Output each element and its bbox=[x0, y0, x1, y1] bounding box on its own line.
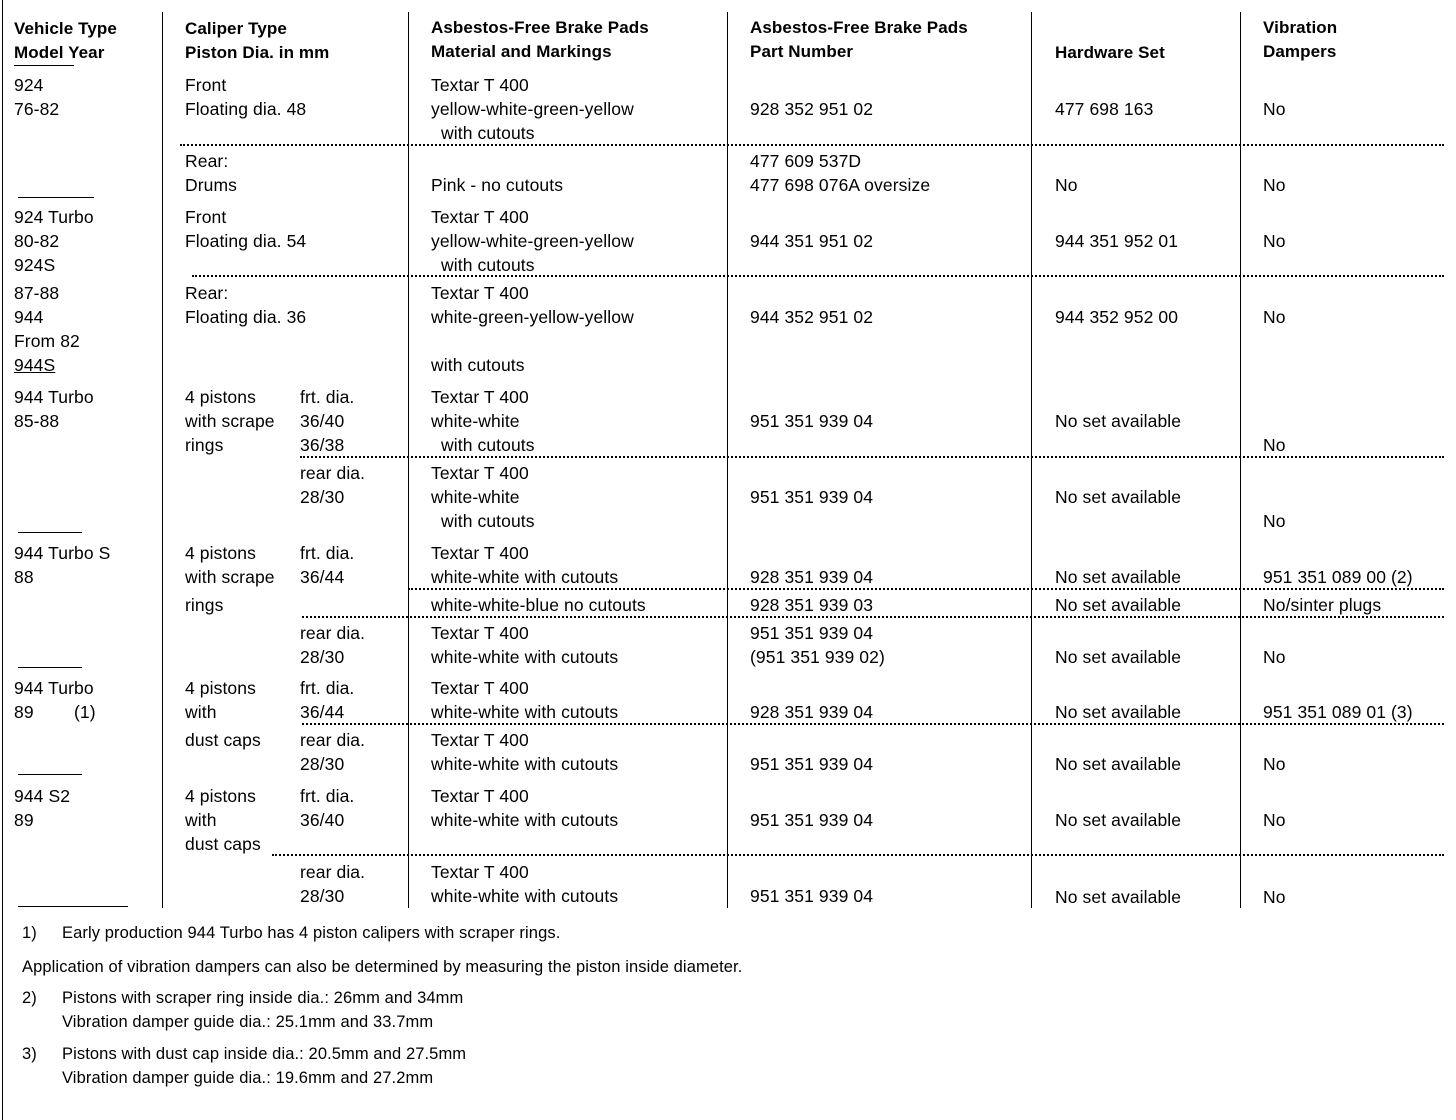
hardware-set: No set available bbox=[1055, 810, 1182, 830]
footnote-number: 1) bbox=[22, 924, 37, 942]
vehicle-type: 924 bbox=[14, 75, 44, 95]
vibration-dampers: No bbox=[1263, 511, 1286, 531]
part-number: 928 351 939 04 bbox=[750, 702, 874, 722]
footnote-text: Pistons with dust cap inside dia.: 20.5mm and 27.5mm bbox=[62, 1045, 467, 1063]
part-number: 951 351 939 04 bbox=[750, 623, 874, 643]
piston-dia: 28/30 bbox=[300, 886, 345, 906]
page-left-border bbox=[2, 0, 3, 1120]
vehicle-type: 924S bbox=[14, 255, 56, 275]
pad-cutouts: with cutouts bbox=[431, 355, 525, 375]
part-number: 944 351 951 02 bbox=[750, 231, 874, 251]
caliper-type: Front bbox=[185, 75, 227, 95]
model-year: 85-88 bbox=[14, 411, 60, 431]
vibration-dampers: No bbox=[1263, 99, 1286, 119]
vibration-dampers: No/sinter plugs bbox=[1263, 595, 1382, 615]
header-hardware-set: Hardware Set bbox=[1055, 43, 1165, 62]
piston-dia-label: frt. dia. bbox=[300, 387, 355, 407]
part-number: 951 351 939 04 bbox=[750, 754, 874, 774]
group-separator bbox=[18, 197, 94, 198]
caliper-type: rings bbox=[185, 595, 224, 615]
pad-marking: white-white bbox=[431, 411, 520, 431]
pad-material: Textar T 400 bbox=[431, 623, 529, 643]
hardware-set: No bbox=[1055, 175, 1078, 195]
vehicle-type: 944 Turbo S bbox=[14, 543, 111, 563]
group-separator bbox=[18, 774, 82, 775]
part-number: 928 351 939 04 bbox=[750, 567, 874, 587]
footnote-ref: (1) bbox=[74, 702, 96, 722]
piston-dia: 36/44 bbox=[300, 567, 345, 587]
piston-dia-label: rear dia. bbox=[300, 862, 366, 882]
vehicle-type: 944S bbox=[14, 355, 56, 375]
hardware-set: No set available bbox=[1055, 702, 1182, 722]
pad-marking: white-white with cutouts bbox=[431, 647, 619, 667]
hardware-set: 477 698 163 bbox=[1055, 99, 1154, 119]
part-number: 951 351 939 04 bbox=[750, 886, 874, 906]
footnote-text: Vibration damper guide dia.: 25.1mm and 33.7mm bbox=[62, 1013, 434, 1031]
row-divider bbox=[408, 588, 1444, 590]
hardware-set: No set available bbox=[1055, 647, 1182, 667]
pad-cutouts: with cutouts bbox=[441, 255, 535, 275]
vibration-dampers: No bbox=[1263, 175, 1286, 195]
row-divider bbox=[302, 616, 1444, 618]
pad-cutouts: with cutouts bbox=[441, 511, 535, 531]
model-year: 87-88 bbox=[14, 283, 60, 303]
part-number: 477 609 537D bbox=[750, 151, 862, 171]
column-rule bbox=[408, 12, 409, 908]
piston-dia: Floating dia. 48 bbox=[185, 99, 307, 119]
piston-dia: Floating dia. 54 bbox=[185, 231, 307, 251]
caliper-type: with scrape bbox=[185, 567, 275, 587]
vehicle-type: 944 S2 bbox=[14, 786, 71, 806]
column-rule bbox=[727, 12, 728, 908]
pad-material: Pink - no cutouts bbox=[431, 175, 564, 195]
row-divider bbox=[192, 275, 1444, 277]
caliper-type: rings bbox=[185, 435, 224, 455]
pad-marking: white-white-blue no cutouts bbox=[431, 595, 646, 615]
pad-material: Textar T 400 bbox=[431, 543, 529, 563]
model-year: 80-82 bbox=[14, 231, 60, 251]
pad-material: Textar T 400 bbox=[431, 207, 529, 227]
model-year: 76-82 bbox=[14, 99, 60, 119]
header-pads-material-2: Material and Markings bbox=[431, 42, 612, 61]
vibration-dampers: No bbox=[1263, 810, 1286, 830]
piston-dia-label: frt. dia. bbox=[300, 678, 355, 698]
header-caliper-type: Caliper Type bbox=[185, 19, 287, 38]
hardware-set: No set available bbox=[1055, 754, 1182, 774]
part-number: 951 351 939 04 bbox=[750, 411, 874, 431]
pad-material: Textar T 400 bbox=[431, 387, 529, 407]
hardware-set: No set available bbox=[1055, 487, 1182, 507]
piston-dia: 28/30 bbox=[300, 647, 345, 667]
footnote-text: Vibration damper guide dia.: 19.6mm and 27.2mm bbox=[62, 1069, 434, 1087]
footnote-intro: Application of vibration dampers can also be determined by measuring the piston inside diameter. bbox=[22, 958, 743, 976]
piston-dia-label: rear dia. bbox=[300, 730, 366, 750]
pad-cutouts: with cutouts bbox=[441, 435, 535, 455]
pad-marking: yellow-white-green-yellow bbox=[431, 231, 634, 251]
row-divider bbox=[272, 854, 1444, 856]
pad-marking: white-white with cutouts bbox=[431, 886, 619, 906]
footnote-text: Pistons with scraper ring inside dia.: 26mm and 34mm bbox=[62, 989, 464, 1007]
hardware-set: 944 351 952 01 bbox=[1055, 231, 1179, 251]
piston-dia: 36/40 bbox=[300, 810, 345, 830]
part-number-alt: (951 351 939 02) bbox=[750, 647, 885, 667]
header-part-number-2: Part Number bbox=[750, 42, 854, 61]
hardware-set: 944 352 952 00 bbox=[1055, 307, 1179, 327]
pad-material: Textar T 400 bbox=[431, 786, 529, 806]
piston-dia: 28/30 bbox=[300, 487, 345, 507]
caliper-type: dust caps bbox=[185, 834, 261, 854]
part-number: 944 352 951 02 bbox=[750, 307, 874, 327]
pad-marking: white-white with cutouts bbox=[431, 754, 619, 774]
pad-marking: yellow-white-green-yellow bbox=[431, 99, 634, 119]
pad-material: Textar T 400 bbox=[431, 463, 529, 483]
part-number: 928 352 951 02 bbox=[750, 99, 874, 119]
column-rule bbox=[162, 12, 163, 908]
part-number-oversize: 477 698 076A oversize bbox=[750, 175, 931, 195]
part-number: 928 351 939 03 bbox=[750, 595, 874, 615]
footnote-text: Early production 944 Turbo has 4 piston calipers with scraper rings. bbox=[62, 924, 561, 942]
vibration-dampers: No bbox=[1263, 887, 1286, 907]
column-rule bbox=[1031, 12, 1032, 908]
row-divider bbox=[302, 723, 1444, 725]
pad-cutouts: with cutouts bbox=[441, 123, 535, 143]
vibration-dampers: No bbox=[1263, 307, 1286, 327]
vehicle-type: 944 Turbo bbox=[14, 678, 94, 698]
header-model-year: Model Year bbox=[14, 43, 105, 62]
row-divider bbox=[180, 144, 1444, 146]
vehicle-type: 944 Turbo bbox=[14, 387, 94, 407]
piston-dia: 36/44 bbox=[300, 702, 345, 722]
piston-dia: 28/30 bbox=[300, 754, 345, 774]
header-pads-material-1: Asbestos-Free Brake Pads bbox=[431, 18, 649, 37]
footnote-number: 3) bbox=[22, 1045, 37, 1063]
caliper-type: dust caps bbox=[185, 730, 261, 750]
model-year: 89 bbox=[14, 702, 34, 722]
part-number: 951 351 939 04 bbox=[750, 487, 874, 507]
pad-marking: white-green-yellow-yellow bbox=[431, 307, 634, 327]
caliper-type: 4 pistons bbox=[185, 786, 256, 806]
pad-material: Textar T 400 bbox=[431, 678, 529, 698]
model-year: 89 bbox=[14, 810, 34, 830]
pad-marking: white-white with cutouts bbox=[431, 810, 619, 830]
piston-dia: 36/38 bbox=[300, 435, 345, 455]
vibration-dampers: 951 351 089 00 (2) bbox=[1263, 567, 1413, 587]
header-vehicle-type: Vehicle Type bbox=[14, 19, 117, 38]
model-year: 88 bbox=[14, 567, 34, 587]
header-dampers-2: Dampers bbox=[1263, 42, 1337, 61]
header-part-number-1: Asbestos-Free Brake Pads bbox=[750, 18, 968, 37]
header-piston-dia: Piston Dia. in mm bbox=[185, 43, 330, 62]
row-divider bbox=[300, 456, 1444, 458]
pad-marking: white-white with cutouts bbox=[431, 702, 619, 722]
vehicle-type: 924 Turbo bbox=[14, 207, 94, 227]
piston-dia-label: frt. dia. bbox=[300, 786, 355, 806]
hardware-set: No set available bbox=[1055, 595, 1182, 615]
group-separator bbox=[18, 667, 82, 668]
piston-dia-label: frt. dia. bbox=[300, 543, 355, 563]
pad-material: Textar T 400 bbox=[431, 75, 529, 95]
caliper-type: 4 pistons bbox=[185, 387, 256, 407]
piston-dia-label: rear dia. bbox=[300, 463, 366, 483]
piston-dia-label: rear dia. bbox=[300, 623, 366, 643]
caliper-type: 4 pistons bbox=[185, 543, 256, 563]
header-dampers-1: Vibration bbox=[1263, 18, 1338, 37]
hardware-set: No set available bbox=[1055, 411, 1182, 431]
caliper-type: with bbox=[185, 702, 217, 722]
vehicle-type: 944 bbox=[14, 307, 44, 327]
piston-dia: Drums bbox=[185, 175, 238, 195]
piston-dia: 36/40 bbox=[300, 411, 345, 431]
vibration-dampers: No bbox=[1263, 754, 1286, 774]
group-separator bbox=[18, 532, 82, 533]
model-year: From 82 bbox=[14, 331, 80, 351]
caliper-type: with scrape bbox=[185, 411, 275, 431]
hardware-set: No set available bbox=[1055, 887, 1182, 907]
vibration-dampers: No bbox=[1263, 435, 1286, 455]
hardware-set: No set available bbox=[1055, 567, 1182, 587]
caliper-type: 4 pistons bbox=[185, 678, 256, 698]
pad-material: Textar T 400 bbox=[431, 283, 529, 303]
column-rule bbox=[1240, 12, 1241, 908]
caliper-type: Front bbox=[185, 207, 227, 227]
pad-material: Textar T 400 bbox=[431, 862, 529, 882]
piston-dia: Floating dia. 36 bbox=[185, 307, 307, 327]
vibration-dampers: No bbox=[1263, 231, 1286, 251]
part-number: 951 351 939 04 bbox=[750, 810, 874, 830]
pad-marking: white-white with cutouts bbox=[431, 567, 619, 587]
vibration-dampers: No bbox=[1263, 647, 1286, 667]
header-underline bbox=[14, 65, 74, 66]
caliper-type: Rear: bbox=[185, 283, 229, 303]
group-separator bbox=[18, 906, 128, 907]
footnote-number: 2) bbox=[22, 989, 37, 1007]
vibration-dampers: 951 351 089 01 (3) bbox=[1263, 702, 1413, 722]
caliper-type: with bbox=[185, 810, 217, 830]
caliper-type: Rear: bbox=[185, 151, 229, 171]
pad-marking: white-white bbox=[431, 487, 520, 507]
pad-material: Textar T 400 bbox=[431, 730, 529, 750]
